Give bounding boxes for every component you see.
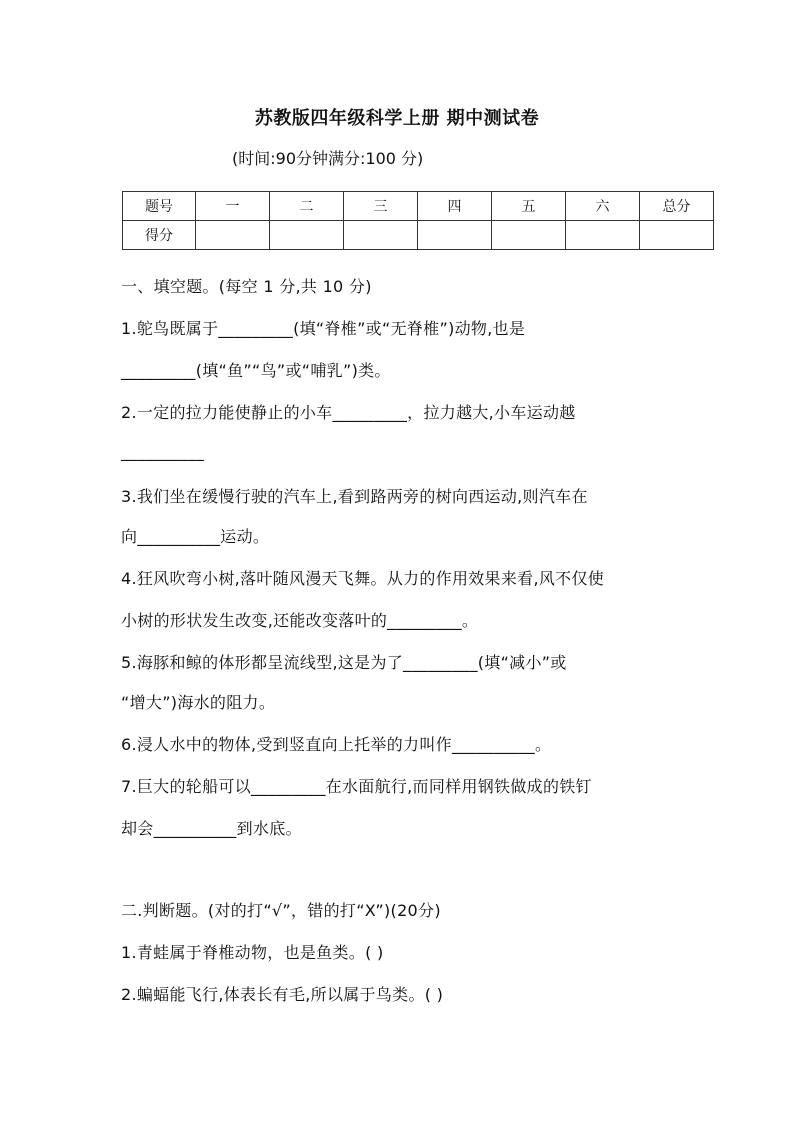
question-line: 3.我们坐在缓慢行驶的汽车上,看到路两旁的树向西运动,则汽车在 <box>121 487 588 506</box>
question-line: “增大”)海水的阻力。 <box>121 693 276 712</box>
section-heading: 一、填空题。(每空 1 分,共 10 分) <box>121 277 372 296</box>
table-row <box>123 192 714 221</box>
section-heading: 二.判断题。(对的打“√”，错的打“X”)(20分) <box>121 901 441 920</box>
score-cell <box>344 221 418 250</box>
table-cell: 四 <box>418 192 492 221</box>
table-cell: 题号 <box>123 192 196 221</box>
question-line: _________(填“鱼”“鸟”或“哺乳”)类。 <box>121 361 391 380</box>
table-cell: 六 <box>566 192 640 221</box>
score-cell <box>418 221 492 250</box>
table-cell: 得分 <box>123 221 196 250</box>
question-line: 向__________运动。 <box>121 527 270 546</box>
table-cell: 二 <box>270 192 344 221</box>
question-line: 小树的形状发生改变,还能改变落叶的_________。 <box>121 611 479 630</box>
page-title: 苏教版四年级科学上册 期中测试卷 <box>254 108 540 129</box>
question-line: 2.蝙蝠能飞行,体表长有毛,所以属于鸟类。( ) <box>121 985 444 1004</box>
question-line: 1.鸵鸟既属于_________(填“脊椎”或“无脊椎”)动物,也是 <box>121 319 526 338</box>
score-cell <box>492 221 566 250</box>
question-line: 6.浸人水中的物体,受到竖直向上托举的力叫作__________。 <box>121 735 552 754</box>
table-cell: 一 <box>196 192 270 221</box>
table-row <box>123 221 714 250</box>
table-cell: 总分 <box>640 192 714 221</box>
question-line: 7.巨大的轮船可以_________在水面航行,而同样用钢铁做成的铁钉 <box>121 777 592 796</box>
question-line: 2.一定的拉力能使静止的小车_________，拉力越大,小车运动越 <box>121 403 576 422</box>
question-line: 4.狂风吹弯小树,落叶随风漫天飞舞。从力的作用效果来看,风不仅使 <box>121 569 605 588</box>
score-table <box>122 191 714 250</box>
score-cell <box>566 221 640 250</box>
score-cell <box>270 221 344 250</box>
table-cell: 三 <box>344 192 418 221</box>
score-cell <box>196 221 270 250</box>
question-line: __________ <box>121 442 204 461</box>
question-line: 5.海豚和鲸的体形都呈流线型,这是为了_________(填“减小”或 <box>121 653 567 672</box>
score-cell <box>640 221 714 250</box>
table-cell: 五 <box>492 192 566 221</box>
question-line: 却会__________到水底。 <box>121 819 302 838</box>
exam-info: (时间:90分钟满分:100 分) <box>232 149 424 168</box>
question-line: 1.青蛙属于脊椎动物，也是鱼类。( ) <box>121 943 384 962</box>
